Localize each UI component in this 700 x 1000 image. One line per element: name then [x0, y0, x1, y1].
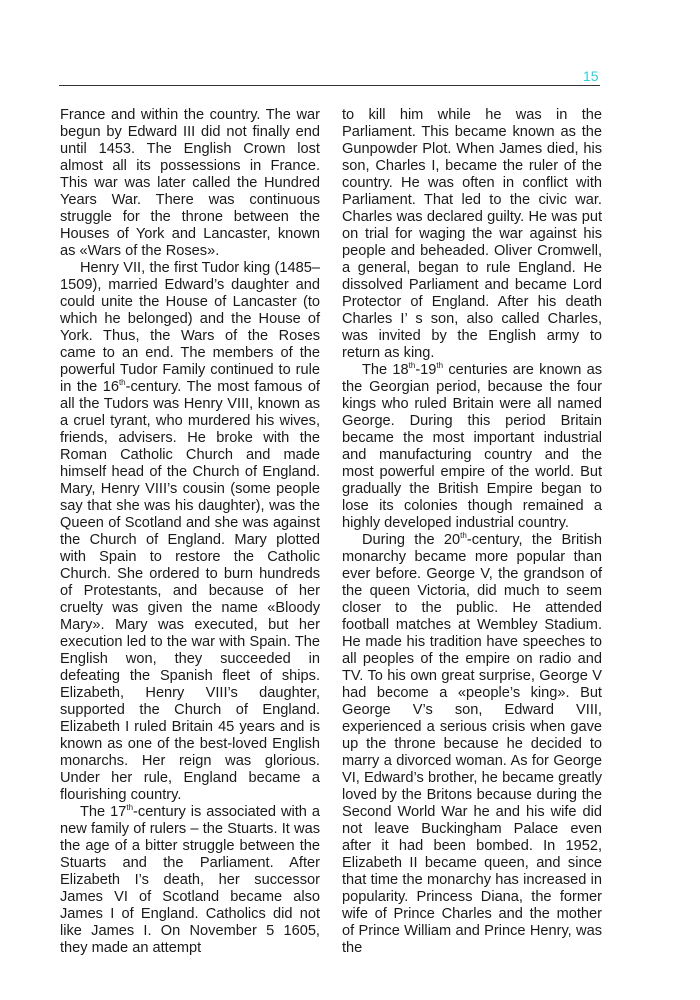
ordinal-superscript: th [408, 361, 416, 370]
paragraph-text: -19 [415, 362, 437, 378]
paragraph-text: to kill him while he was in the Parliament. This became known as the Gunpowder Plot. When James died, his son, Charles I, became the ruler of the country. He was often in conflict with Parliament. That led to the civic war. Charles was declared guilty. He was put on trial for waging the war against his people and beheaded. Oliver Cromwell, a general, began to rule England. He dissolved Parliament and became Lord Protector of England. After his death Charles I’ s son, also called Charles, was invited by the English army to return as king. [342, 107, 602, 361]
ordinal-superscript: th [126, 803, 134, 812]
paragraph [342, 362, 602, 532]
right-column [342, 107, 602, 957]
ordinal-superscript: th [460, 531, 467, 540]
ordinal-superscript: th [118, 378, 126, 387]
paragraph-text: -century. The most famous of all the Tudors was Henry VIII, known as a cruel tyrant, who murdered his wives, friends, advisers. He broke with the Roman Catholic Church and made himself head of the Church of England. Mary, Henry VIII’s cousin (some people say that she was his daughter), was the Queen of Scotland and she was against the Church of England. Mary plotted with Spain to restore the Catholic Church. She ordered to burn hundreds of Protestants, and because of her cruelty was given the name «Bloody Mary». Mary was executed, but her execution led to the war with Spain. The English won, they succeeded in defeating the Spanish fleet of ships. Elizabeth, Henry VIII’s daughter, supported the Church of England. Elizabeth I ruled Britain 45 years and is known as one of the best-loved English monarchs. Her reign was glorious. Under her rule, England became a flourishing country. [60, 379, 320, 803]
paragraph [60, 107, 320, 260]
paragraph [342, 532, 602, 957]
paragraph-text: -century, the British monarchy became more popular than ever before. George V, the grandson of the queen Victoria, did much to seem closer to the public. He attended football matches at Wembley Stadium. He made his tradition have speeches to all peoples of the empire on radio and TV. To his own great surprise, George V had become a «people’s king». But George V’s son, Edward VIII, experienced a serious crisis when gave up the throne because he decided to marry a divorced woman. As for George VI, Edward’s brother, he became greatly loved by the Britons because during the Second World War he and his wife did not leave Buckingham Palace even after it had been bombed. In 1952, Elizabeth II became queen, and since that time the monarchy has increased in popularity. Princess Diana, the former wife of Prince Charles and the mother of Prince William and Prince Henry, was the [342, 532, 602, 956]
left-column [60, 107, 320, 957]
ordinal-superscript: th [436, 361, 444, 370]
paragraph [342, 107, 602, 362]
header-rule [59, 85, 600, 86]
paragraph-text: During the 20 [362, 532, 461, 548]
paragraph-text: France and within the country. The war begun by Edward III did not finally end until 1453. The English Crown lost almost all its possessions in France. This war was later called the Hundred Years War. There was continuous struggle for the throne between the Houses of York and Lancaster, known as «Wars of the Roses». [60, 107, 320, 259]
paragraph-text: centuries are known as the Georgian period, because the four kings who ruled Britain were all named George. During this period Britain became the most important industrial and manufacturing country and the most powerful empire of the world. But gradually the British Empire began to lose its colonies though remained a highly developed industrial country. [342, 362, 602, 531]
paragraph-text: -century is associated with a new family of rulers – the Stuarts. It was the age of a bitter struggle between the Stuarts and the Parliament. After Elizabeth I’s death, her successor James VI of Scotland became also James I of England. Catholics did not like James I. On November 5 1605, they made an attempt [60, 804, 320, 956]
paragraph-text: The 17 [80, 804, 127, 820]
paragraph [60, 260, 320, 804]
paragraph-text: Henry VII, the first Tudor king (1485–1509), married Edward’s daughter and could unite the House of Lancaster (to which he belonged) and the House of York. Thus, the Wars of the Roses came to an end. The members of the powerful Tudor Family continued to rule in the 16 [60, 260, 320, 395]
page-number: 15 [583, 68, 599, 84]
paragraph [60, 804, 320, 957]
paragraph-text: The 18 [362, 362, 409, 378]
